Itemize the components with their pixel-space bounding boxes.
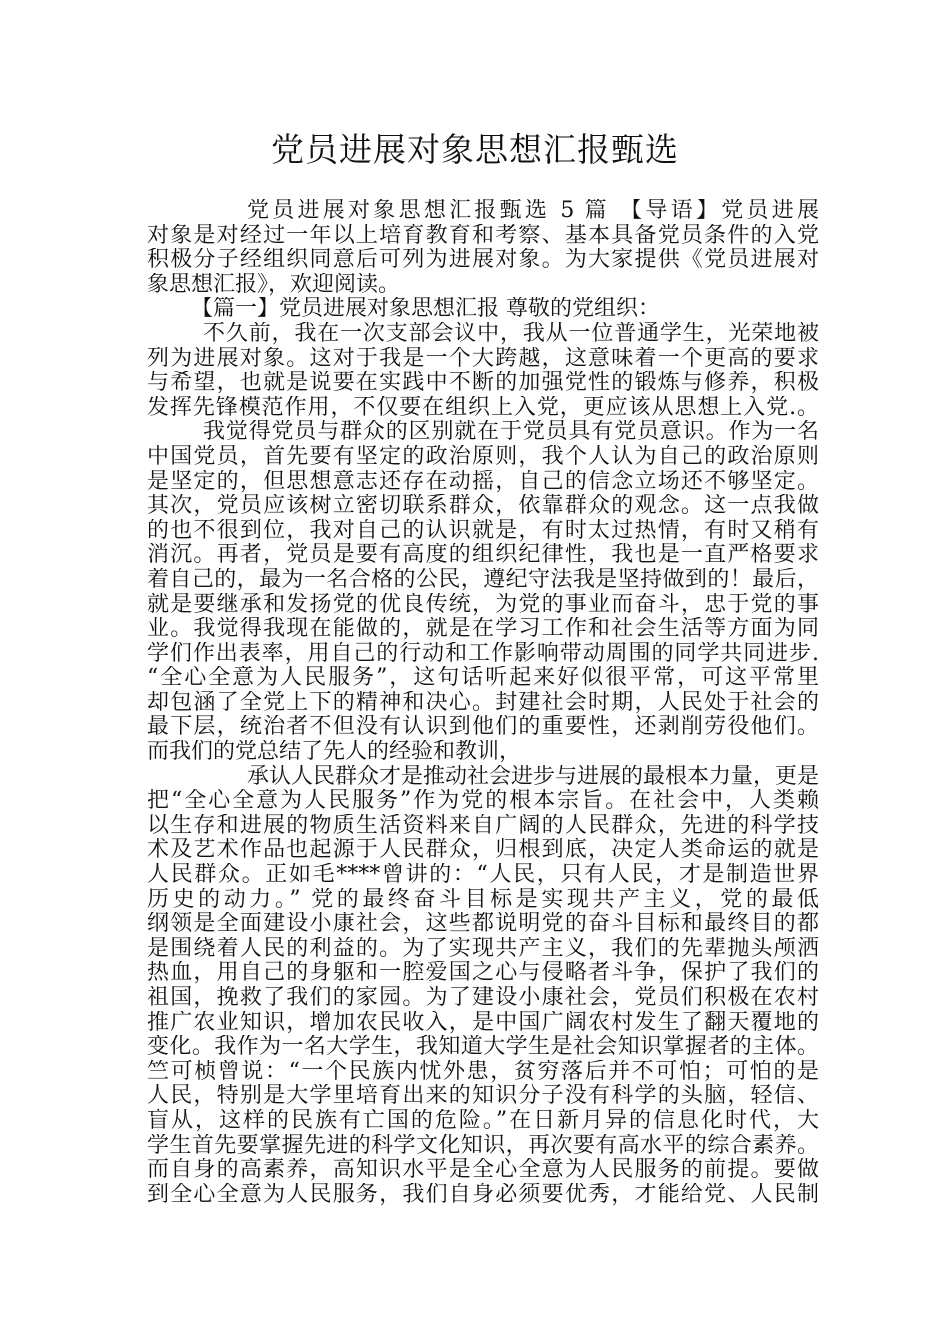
body-line: 却包涵了全党上下的精神和决心。封建社会时期，人民处于社会的 [147, 690, 819, 715]
body-line: 对象是对经过一年以上培育教育和考察、基本具备党员条件的入党 [147, 223, 819, 248]
body-line: 术及艺术作品也起源于人民群众，归根到底，决定人类命运的就是 [147, 838, 819, 863]
body-line: 祖国，挽救了我们的家园。为了建设小康社会，党员们积极在农村 [147, 986, 819, 1010]
body-line: 是坚定的，但思想意志还存在动摇，自己的信念立场还不够坚定。 [147, 469, 819, 494]
body-line: 业。我觉得我现在能做的，就是在学习工作和社会生活等方面为同 [147, 617, 819, 642]
body-line: 党员进展对象思想汇报甄选 5 篇 【导语】党员进展 [247, 199, 819, 223]
body-line: 我觉得党员与群众的区别就在于党员具有党员意识。作为一名 [203, 420, 819, 445]
body-line: 【篇一】党员进展对象思想汇报 尊敬的党组织： [191, 297, 660, 322]
body-line: 其次，党员应该树立密切联系群众，依靠群众的观念。这一点我做 [147, 494, 819, 519]
body-line: 就是要继承和发扬党的优良传统，为党的事业而奋斗，忠于党的事 [147, 592, 819, 617]
body-line: 不久前，我在一次支部会议中，我从一位普通学生，光荣地被 [203, 321, 819, 346]
body-line: 承认人民群众才是推动社会进步与进展的最根本力量，更是 [247, 764, 819, 789]
body-line: 的也不很到位，我对自己的认识就是，有时太过热情，有时又稍有 [147, 518, 819, 543]
body-line: 学生首先要掌握先进的科学文化知识，再次要有高水平的综合素养。 [147, 1133, 819, 1158]
body-line: 与希望，也就是说要在实践中不断的加强党性的锻炼与修养，积极 [147, 371, 819, 396]
body-line: 而自身的高素养，高知识水平是全心全意为人民服务的前提。要做 [147, 1158, 819, 1183]
body-line: 热血，用自己的身躯和一腔爱国之心与侵略者斗争，保护了我们的 [147, 961, 819, 986]
body-line: “全心全意为人民服务”，这句话听起来好似很平常，可这平常里 [147, 666, 819, 691]
body-line: 着自己的，最为一名合格的公民，遵纪守法我是坚持做到的！最后， [147, 567, 819, 592]
body-line: 盲从，这样的民族有亡国的危险。”在日新月异的信息化时代，大 [147, 1108, 819, 1133]
body-line: 积极分子经组织同意后可列为进展对象。为大家提供《党员进展对 [147, 248, 819, 273]
document-body [147, 199, 819, 1207]
body-line: 人民群众。正如毛****曾讲的：“人民，只有人民，才是制造世界 [147, 863, 819, 888]
body-line: 最下层，统治者不但没有认识到他们的重要性，还剥削劳役他们。 [147, 715, 819, 740]
body-line: 学们作出表率，用自己的行动和工作影响带动周围的同学共同进步. [147, 641, 819, 666]
body-line: 到全心全意为人民服务，我们自身必须要优秀，才能给党、人民制 [147, 1182, 819, 1207]
body-line: 推广农业知识，增加农民收入，是中国广阔农村发生了翻天覆地的 [147, 1010, 819, 1035]
body-line: 历史的动力。” 党的最终奋斗目标是实现共产主义，党的最低 [147, 887, 819, 912]
body-line: 变化。我作为一名大学生，我知道大学生是社会知识掌握者的主体。 [147, 1035, 819, 1060]
body-line: 以生存和进展的物质生活资料来自广阔的人民群众，先进的科学技 [147, 813, 819, 838]
document-title: 党员进展对象思想汇报甄选 [271, 130, 679, 169]
body-line: 人民，特别是大学里培育出来的知识分子没有科学的头脑，轻信、 [147, 1084, 819, 1109]
body-line: 消沉。再者，党员是要有高度的组织纪律性，我也是一直严格要求 [147, 543, 819, 568]
body-line: 中国党员，首先要有坚定的政治原则，我个人认为自己的政治原则 [147, 444, 819, 469]
body-line: 列为进展对象。这对于我是一个大跨越，这意味着一个更高的要求 [147, 346, 819, 371]
body-line: 而我们的党总结了先人的经验和教训， [147, 740, 522, 765]
body-line: 竺可桢曾说：“一个民族内忧外患，贫穷落后并不可怕；可怕的是 [147, 1059, 819, 1084]
body-line: 发挥先锋模范作用，不仅要在组织上入党，更应该从思想上入党.。 [147, 395, 819, 420]
body-line: 象思想汇报》，欢迎阅读。 [147, 272, 401, 297]
body-line: 是围绕着人民的利益的。为了实现共产主义，我们的先辈抛头颅洒 [147, 936, 819, 961]
body-line: 纲领是全面建设小康社会，这些都说明党的奋斗目标和最终目的都 [147, 912, 819, 937]
body-line: 把“全心全意为人民服务”作为党的根本宗旨。在社会中，人类赖 [147, 789, 819, 814]
